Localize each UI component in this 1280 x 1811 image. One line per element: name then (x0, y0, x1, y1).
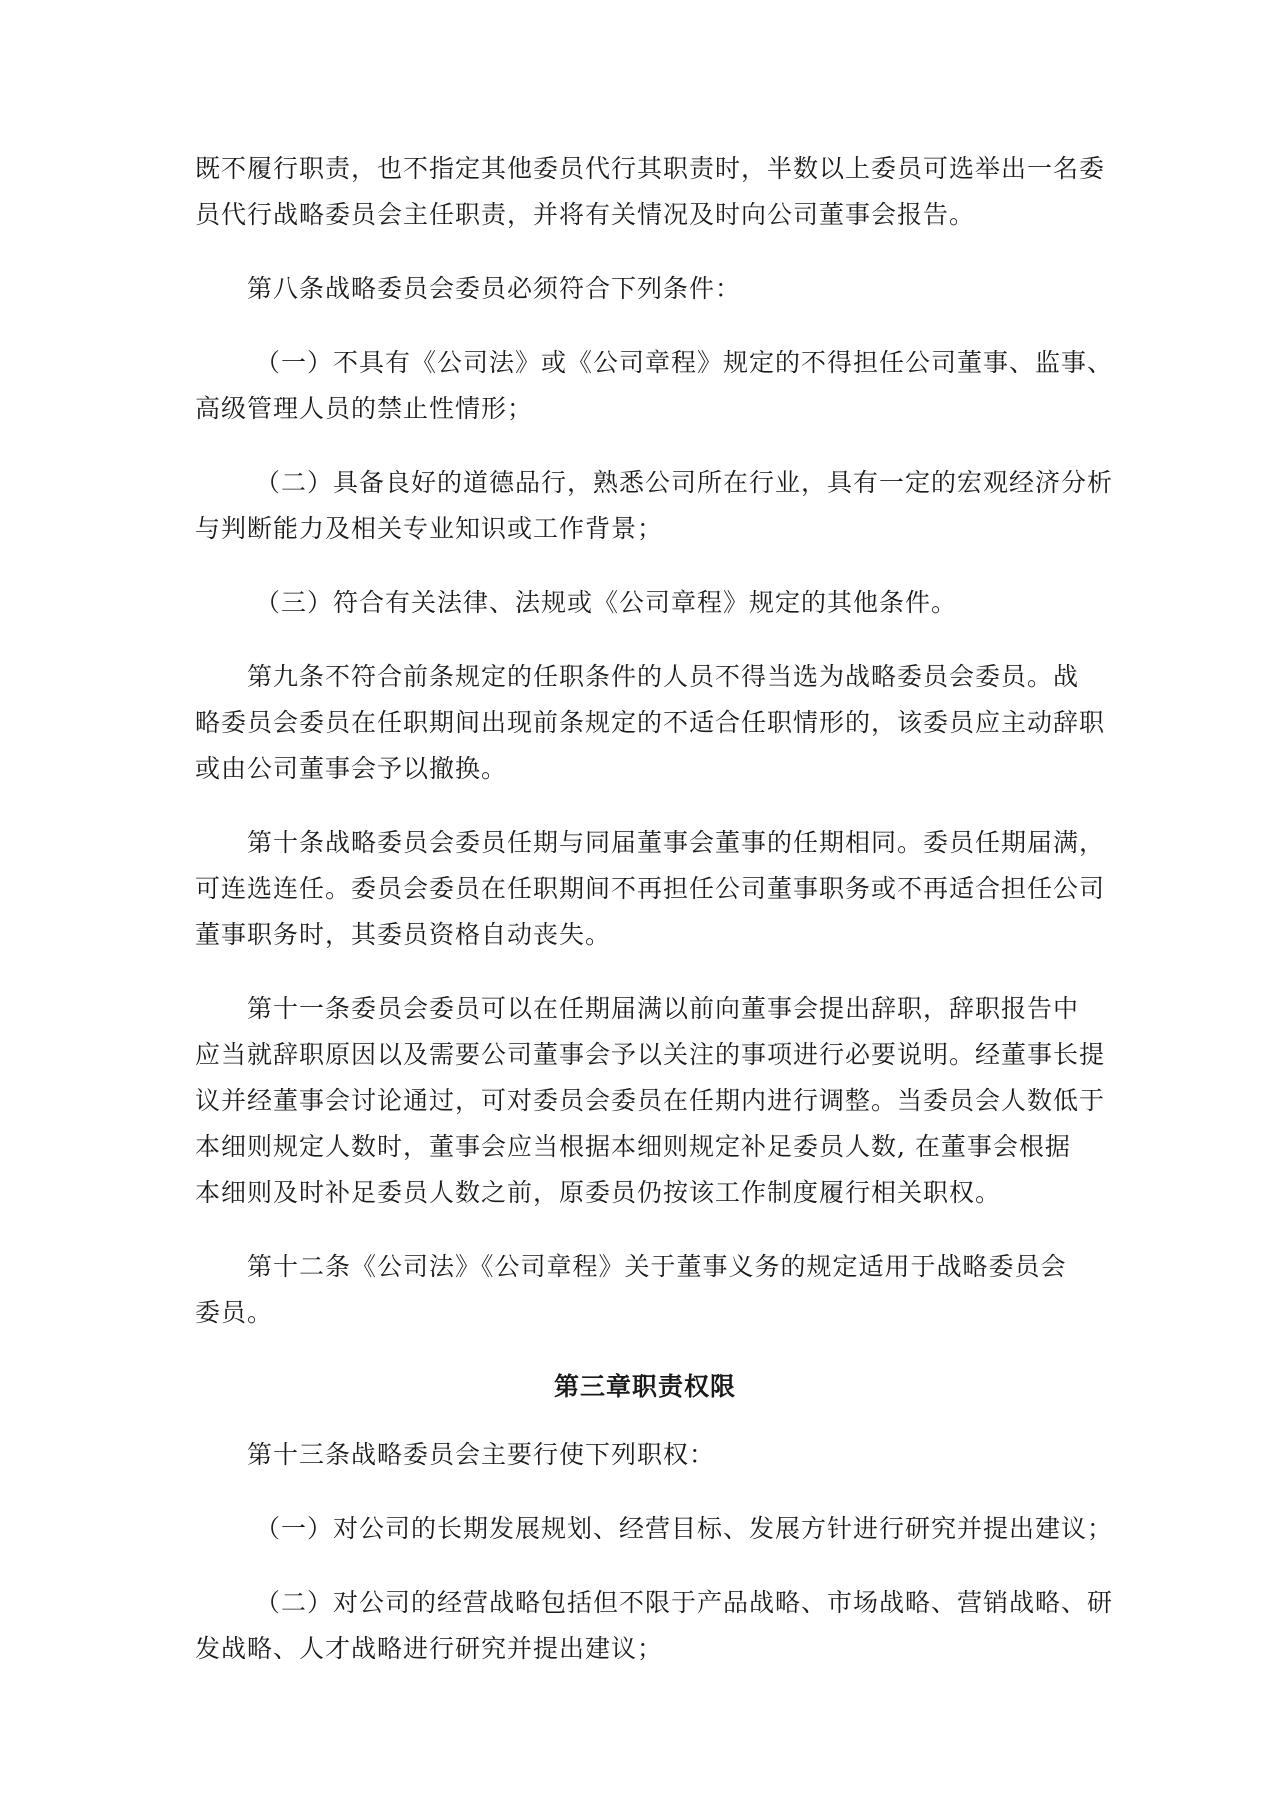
text-line: 发战略、人才战略进行研究并提出建议； (195, 1634, 664, 1663)
text-line: 或由公司董事会予以撤换。 (195, 754, 508, 783)
text-line: 第十二条《公司法》《公司章程》关于董事义务的规定适用于战略委员会 (247, 1252, 1067, 1281)
chapter-heading: 第三章职责权限 (553, 1372, 736, 1401)
text-line: 议并经董事会讨论通过，可对委员会委员在任期内进行调整。当委员会人数低于 (195, 1086, 1106, 1115)
paragraph-duty-1 (195, 1506, 1114, 1552)
paragraph-duty-2 (195, 1580, 1114, 1672)
paragraph-article-8 (195, 266, 1095, 312)
text-line: 本细则及时补足委员人数之前，原委员仍按该工作制度履行相关职权。 (195, 1178, 1002, 1207)
text-line: （三）符合有关法律、法规或《公司章程》规定的其他条件。 (255, 588, 958, 617)
paragraph-article-10 (195, 820, 1106, 958)
paragraph-item-3 (195, 580, 1095, 626)
text-line: 第十三条战略委员会主要行使下列职权： (247, 1440, 716, 1469)
paragraph-article-12 (195, 1244, 1095, 1336)
text-line: 略委员会委员在任职期间出现前条规定的不适合任职情形的，该委员应主动辞职 (195, 708, 1106, 737)
document-body (195, 146, 1114, 1700)
paragraph-article-13 (195, 1432, 1095, 1478)
text-line: 董事职务时，其委员资格自动丧失。 (195, 920, 612, 949)
text-line: 第十一条委员会委员可以在任期届满以前向董事会提出辞职，辞职报告中 (247, 994, 1080, 1023)
text-line: 员代行战略委员会主任职责，并将有关情况及时向公司董事会报告。 (195, 200, 976, 229)
text-line: 与判断能力及相关专业知识或工作背景； (195, 514, 664, 543)
paragraph-item-1 (195, 340, 1114, 432)
text-line: 本细则规定人数时，董事会应当根据本细则规定补足委员人数, 在董事会根据 (195, 1132, 1071, 1161)
text-line: 第十条战略委员会委员任期与同届董事会董事的任期相同。委员任期届满， (247, 828, 1106, 857)
text-line: （二）对公司的经营战略包括但不限于产品战略、市场战略、营销战略、研 (255, 1588, 1114, 1617)
text-line: 应当就辞职原因以及需要公司董事会予以关注的事项进行必要说明。经董事长提 (195, 1040, 1106, 1069)
text-line: 可连选连任。委员会委员在任职期间不再担任公司董事职务或不再适合担任公司 (195, 874, 1106, 903)
text-line: 第八条战略委员会委员必须符合下列条件： (247, 274, 742, 303)
paragraph-continuation (195, 146, 1106, 238)
paragraph-article-9 (195, 654, 1106, 792)
paragraph-item-2 (195, 460, 1114, 552)
text-line: （一）对公司的长期发展规划、经营目标、发展方针进行研究并提出建议； (255, 1514, 1114, 1543)
text-line: 委员。 (195, 1298, 274, 1327)
text-line: 高级管理人员的禁止性情形； (195, 394, 534, 423)
paragraph-article-11 (195, 986, 1106, 1216)
text-line: 既不履行职责，也不指定其他委员代行其职责时，半数以上委员可选举出一名委 (195, 154, 1106, 183)
text-line: （二）具备良好的道德品行，熟悉公司所在行业，具有一定的宏观经济分析 (255, 468, 1114, 497)
text-line: （一）不具有《公司法》或《公司章程》规定的不得担任公司董事、监事、 (255, 348, 1114, 377)
text-line: 第九条不符合前条规定的任职条件的人员不得当选为战略委员会委员。战 (247, 662, 1080, 691)
